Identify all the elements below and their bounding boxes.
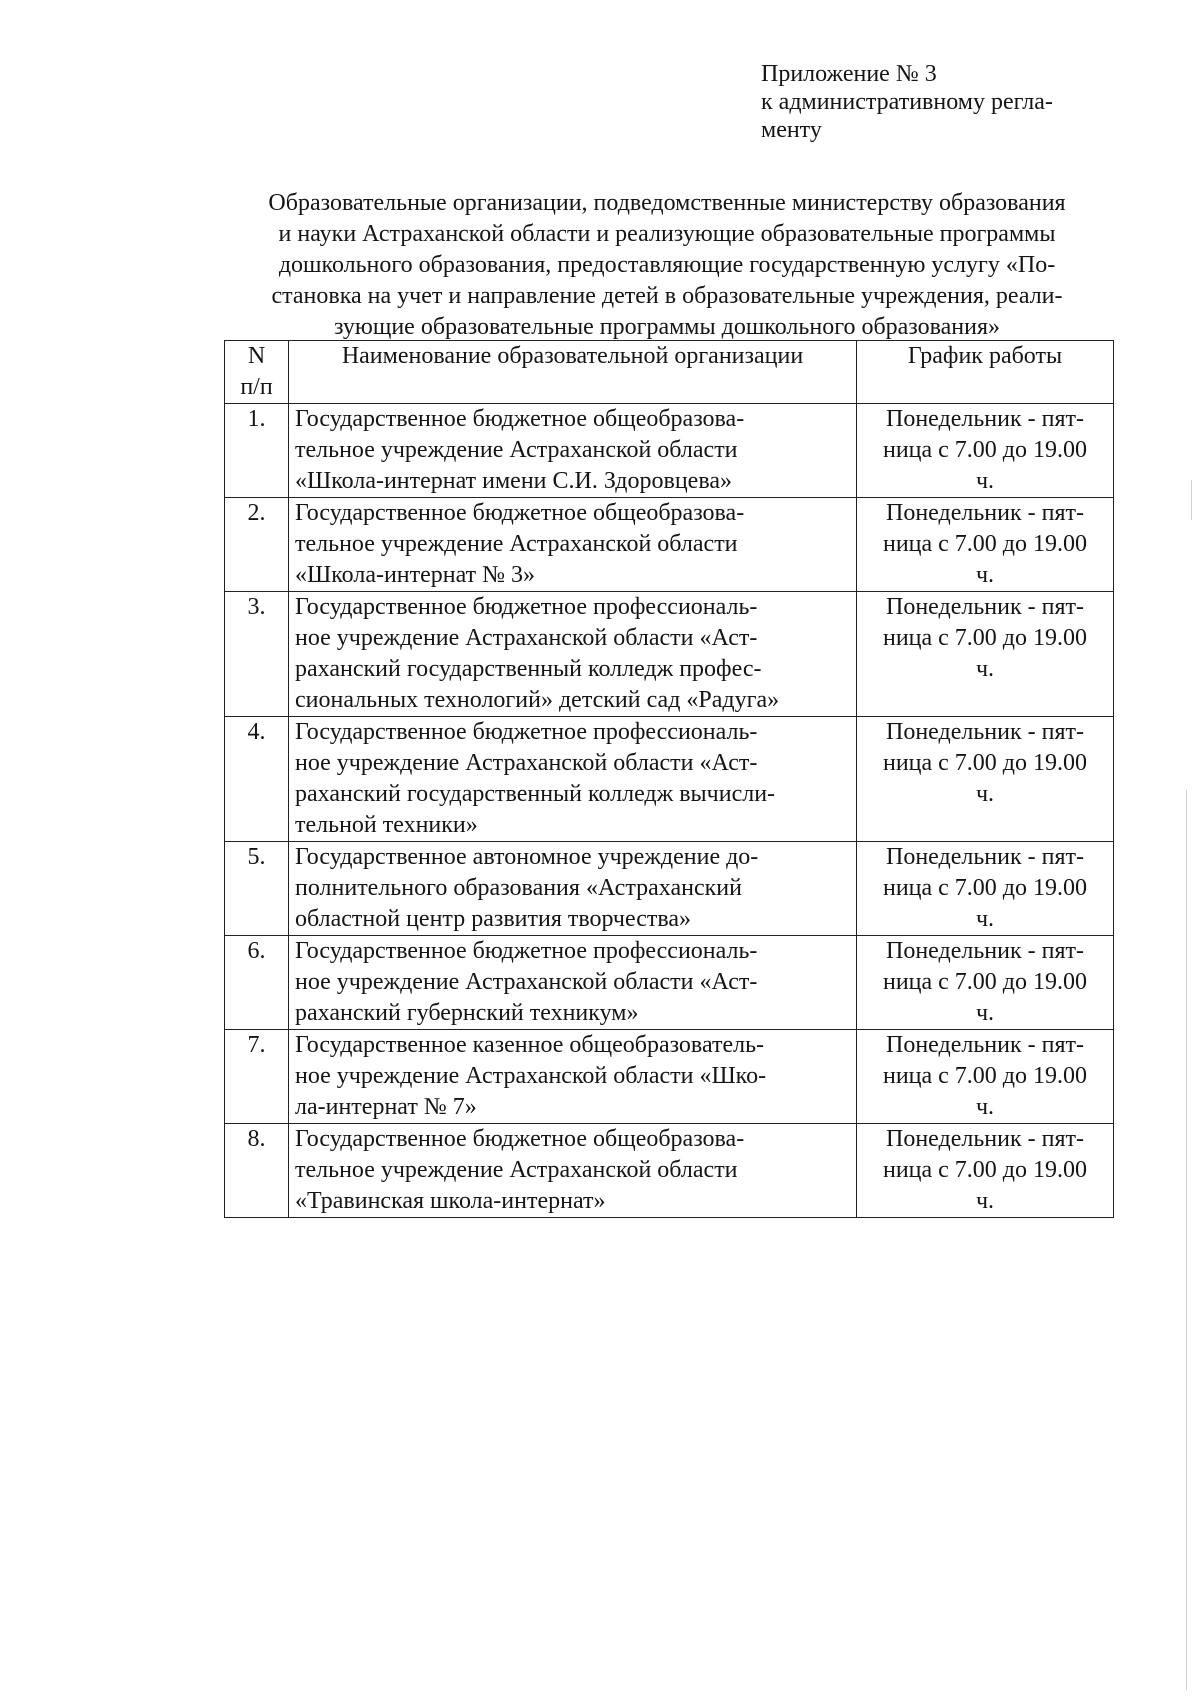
work-schedule-line: ница с 7.00 до 19.00 xyxy=(882,437,1088,463)
organization-name-line: тельное учреждение Астраханской области xyxy=(295,531,738,557)
organization-name-line: ное учреждение Астраханской области «Шко- xyxy=(295,1063,767,1089)
organization-name xyxy=(289,1124,857,1218)
work-schedule-line: ница с 7.00 до 19.00 xyxy=(882,875,1088,901)
header-organization-name: Наименование образовательной организации xyxy=(289,341,857,404)
row-number: 5. xyxy=(225,842,289,936)
organization-name-line: Государственное бюджетное общеобразова- xyxy=(295,500,745,526)
organization-name-line: Государственное бюджетное профессиональ- xyxy=(295,938,758,964)
work-schedule xyxy=(857,592,1114,717)
work-schedule-line: ч. xyxy=(975,1188,995,1214)
header-number-line1: N xyxy=(247,343,266,369)
organization-name-line: Государственное бюджетное общеобразова- xyxy=(295,1126,745,1152)
row-number: 8. xyxy=(225,1124,289,1218)
header-number xyxy=(225,341,289,404)
organization-name xyxy=(289,717,857,842)
work-schedule-line: Понедельник - пят- xyxy=(886,500,1084,526)
work-schedule-line: Понедельник - пят- xyxy=(886,1032,1084,1058)
table-row xyxy=(225,842,1114,936)
organization-name-line: Государственное автономное учреждение до- xyxy=(295,844,759,870)
organization-name xyxy=(289,842,857,936)
appendix-note xyxy=(761,60,1053,144)
table-row xyxy=(225,404,1114,498)
organization-name xyxy=(289,404,857,498)
row-number: 7. xyxy=(225,1030,289,1124)
organization-name-line: «Школа-интернат имени С.И. Здоровцева» xyxy=(295,468,732,494)
title-line: зующие образовательные программы дошкольного образования» xyxy=(333,314,1001,340)
title-line: Образовательные организации, подведомственные министерству образования xyxy=(268,190,1066,216)
organization-name-line: тельное учреждение Астраханской области xyxy=(295,437,738,463)
scan-artifact xyxy=(1186,790,1187,1690)
row-number: 1. xyxy=(225,404,289,498)
organizations-table xyxy=(224,340,1114,1218)
row-number: 2. xyxy=(225,498,289,592)
organization-name-line: раханский губернский техникум» xyxy=(295,1000,639,1026)
table-row xyxy=(225,1124,1114,1218)
work-schedule xyxy=(857,1124,1114,1218)
organization-name-line: ла-интернат № 7» xyxy=(295,1094,477,1120)
title-line: и науки Астраханской области и реализующие образовательные программы xyxy=(278,221,1056,247)
row-number: 6. xyxy=(225,936,289,1030)
work-schedule xyxy=(857,404,1114,498)
header-schedule: График работы xyxy=(857,341,1114,404)
work-schedule-line: ч. xyxy=(975,562,995,588)
document-title xyxy=(212,188,1122,343)
work-schedule-line: ница с 7.00 до 19.00 xyxy=(882,625,1088,651)
organization-name-line: Государственное бюджетное профессиональ- xyxy=(295,594,758,620)
organization-name-line: Государственное казенное общеобразователь- xyxy=(295,1032,765,1058)
organization-name xyxy=(289,498,857,592)
table-body xyxy=(225,404,1114,1218)
title-line: становка на учет и направление детей в образовательные учреждения, реали- xyxy=(271,283,1063,309)
table-row xyxy=(225,592,1114,717)
header-number-line2: п/п xyxy=(240,374,273,400)
organization-name-line: ное учреждение Астраханской области «Аст- xyxy=(295,750,758,776)
work-schedule xyxy=(857,717,1114,842)
work-schedule xyxy=(857,842,1114,936)
organization-name-line: Государственное бюджетное общеобразова- xyxy=(295,406,745,432)
work-schedule-line: ч. xyxy=(975,468,995,494)
organization-name xyxy=(289,1030,857,1124)
organization-name-line: «Травинская школа-интернат» xyxy=(295,1188,606,1214)
organization-name xyxy=(289,936,857,1030)
organization-name-line: раханский государственный колледж вычисли- xyxy=(295,781,776,807)
scan-artifact xyxy=(1191,480,1192,520)
work-schedule-line: ница с 7.00 до 19.00 xyxy=(882,1157,1088,1183)
table-row xyxy=(225,1030,1114,1124)
work-schedule-line: ч. xyxy=(975,1000,995,1026)
work-schedule-line: Понедельник - пят- xyxy=(886,406,1084,432)
organization-name-line: «Школа-интернат № 3» xyxy=(295,562,536,588)
row-number: 3. xyxy=(225,592,289,717)
organization-name-line: раханский государственный колледж профес- xyxy=(295,656,762,682)
organization-name-line: ное учреждение Астраханской области «Аст- xyxy=(295,625,758,651)
table-row xyxy=(225,936,1114,1030)
table-row xyxy=(225,498,1114,592)
work-schedule-line: ч. xyxy=(975,906,995,932)
work-schedule-line: ница с 7.00 до 19.00 xyxy=(882,531,1088,557)
work-schedule-line: Понедельник - пят- xyxy=(886,719,1084,745)
appendix-line: менту xyxy=(761,117,822,143)
work-schedule-line: Понедельник - пят- xyxy=(886,844,1084,870)
organization-name-line: областной центр развития творчества» xyxy=(295,906,692,932)
work-schedule xyxy=(857,498,1114,592)
work-schedule xyxy=(857,936,1114,1030)
work-schedule-line: ница с 7.00 до 19.00 xyxy=(882,750,1088,776)
table-row xyxy=(225,717,1114,842)
work-schedule-line: ница с 7.00 до 19.00 xyxy=(882,1063,1088,1089)
work-schedule xyxy=(857,1030,1114,1124)
organization-name-line: ное учреждение Астраханской области «Аст- xyxy=(295,969,758,995)
organization-name xyxy=(289,592,857,717)
work-schedule-line: Понедельник - пят- xyxy=(886,594,1084,620)
table-header-row xyxy=(225,341,1114,404)
work-schedule-line: ница с 7.00 до 19.00 xyxy=(882,969,1088,995)
organization-name-line: тельной техники» xyxy=(295,812,478,838)
work-schedule-line: Понедельник - пят- xyxy=(886,1126,1084,1152)
organization-name-line: сиональных технологий» детский сад «Радуга» xyxy=(295,687,780,713)
organization-name-line: Государственное бюджетное профессиональ- xyxy=(295,719,758,745)
appendix-line: Приложение № 3 xyxy=(761,61,937,87)
organization-name-line: тельное учреждение Астраханской области xyxy=(295,1157,738,1183)
title-line: дошкольного образования, предоставляющие государственную услугу «По- xyxy=(278,252,1056,278)
organization-name-line: полнительного образования «Астраханский xyxy=(295,875,742,901)
work-schedule-line: ч. xyxy=(975,781,995,807)
work-schedule-line: ч. xyxy=(975,656,995,682)
work-schedule-line: Понедельник - пят- xyxy=(886,938,1084,964)
appendix-line: к административному регла- xyxy=(761,89,1053,115)
row-number: 4. xyxy=(225,717,289,842)
work-schedule-line: ч. xyxy=(975,1094,995,1120)
